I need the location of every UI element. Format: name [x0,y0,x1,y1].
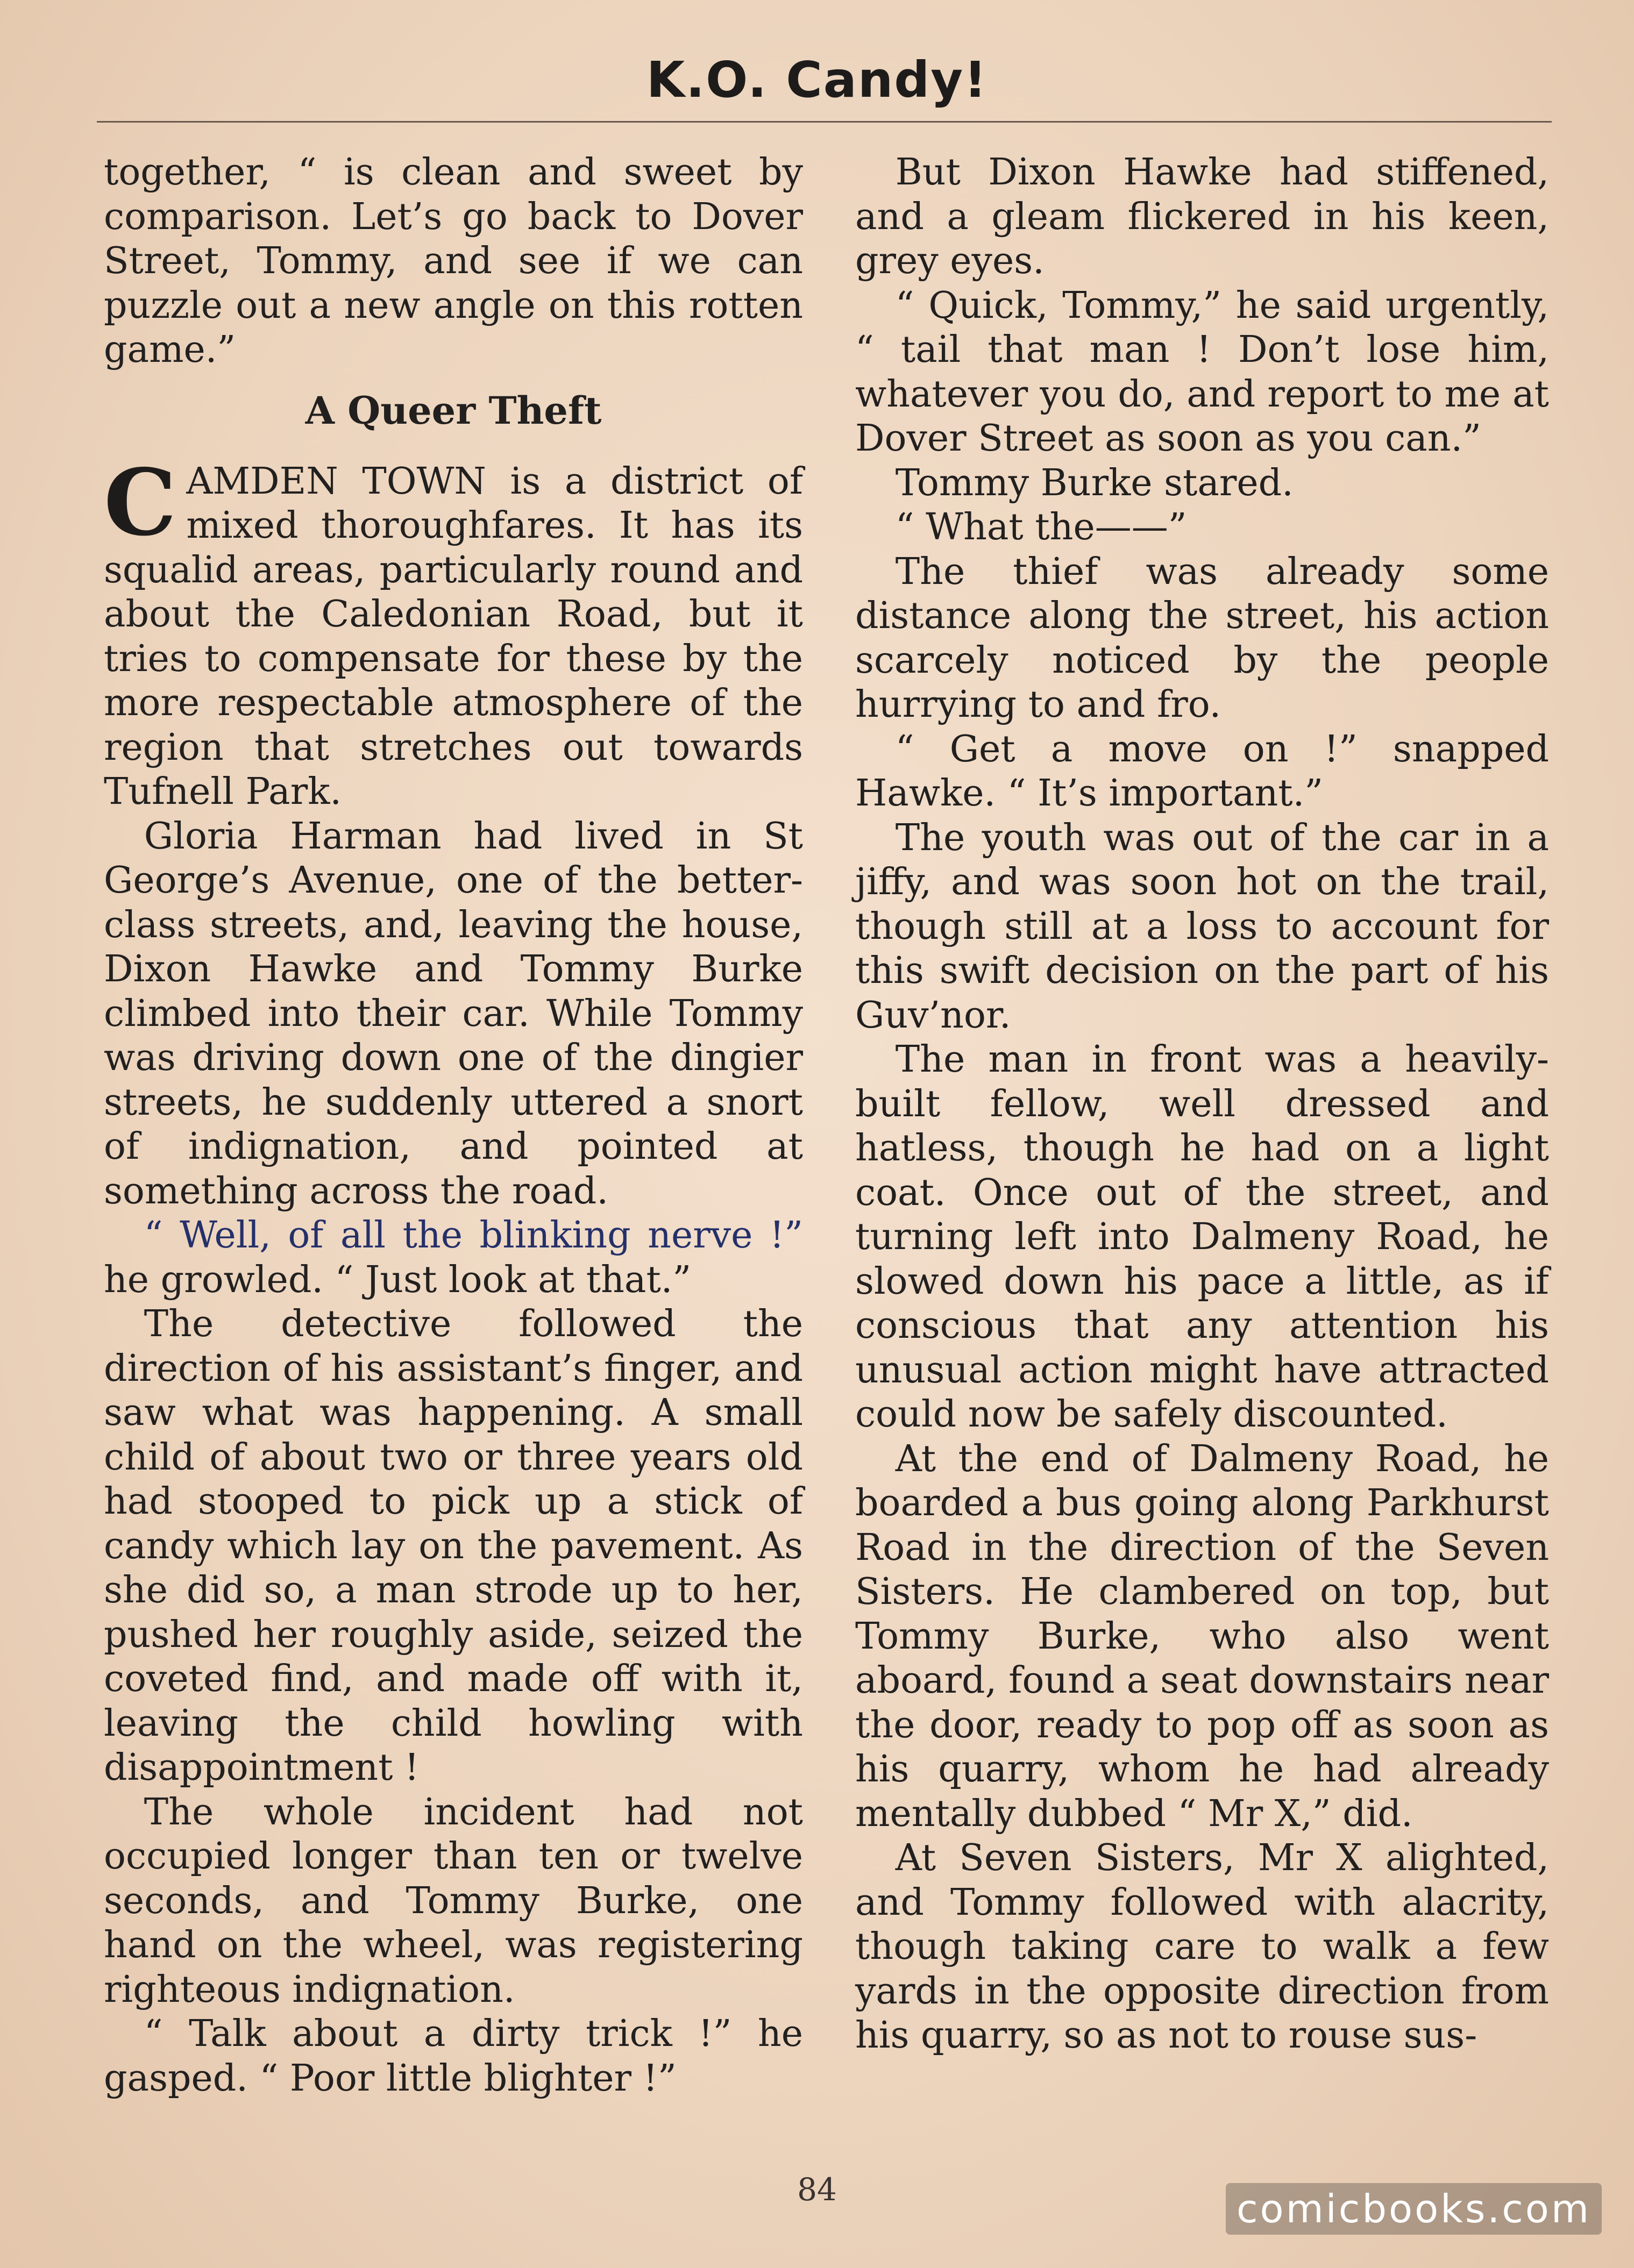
drop-cap: C [104,448,177,557]
quote-continuation: he growled. “ Just look at that.” [104,1258,692,1301]
left-paragraph-1: together, “ is clean and sweet by comparison. Let’s go back to Dover Street, Tommy, and see if we can puzzle out a new angle on this rotten game.” [104,151,803,371]
page-number: 84 [797,2171,837,2208]
right-paragraph-8: The man in front was a heavily-built fellow, well dressed and hatless, though he had on a light coat. Once out of the street, and turning left into Dalmeny Road, he slowed down his pace a little, as if conscious that any attention his unusual action might have attracted could now be safely discounted. [855,1038,1549,1436]
right-column [855,151,1549,2058]
section-heading: A Queer Theft [305,388,602,433]
left-paragraph-6: The whole incident had not occupied longer than ten or twelve seconds, and Tommy Burke, one hand on the wheel, was registering righteous indignation. [104,1791,803,2011]
left-column [104,151,803,2101]
right-paragraph-3: Tommy Burke stared. [895,461,1294,504]
left-paragraph-5: The detective followed the direction of his assistant’s finger, and saw what was happening. A small child of about two or three years old had stooped to pick up a stick of candy which lay on the pavement. As she did so, a man strode up to her, pushed her roughly aside, seized the coveted find, and made off with it, leaving the child howling with disappointment ! [104,1303,803,1789]
quote-blue-text: “ Well, of all the blinking nerve !” [144,1214,803,1257]
right-paragraph-5: The thief was already some distance along the street, his action scarcely noticed by the people hurrying to and fro. [855,550,1549,726]
right-paragraph-1: But Dixon Hawke had stiffened, and a gleam flickered in his keen, grey eyes. [855,151,1549,282]
right-paragraph-6: “ Get a move on !” snapped Hawke. “ It’s important.” [855,728,1549,815]
page-title: K.O. Candy! [646,51,988,109]
title-divider [97,121,1552,123]
dropcap-paragraph-text: AMDEN TOWN is a district of mixed thoroughfares. It has its squalid areas, particularly round and about the Caledonian Road, but it tries to compensate for these by the more respectable atmosphere of the region that stretches out towards Tufnell Park. [104,460,803,813]
left-paragraph-7: “ Talk about a dirty trick !” he gasped. “ Poor little blighter !” [104,2013,803,2100]
right-paragraph-4: “ What the——” [895,506,1187,548]
left-paragraph-3: Gloria Harman had lived in St George’s Avenue, one of the better-class streets, and, leaving the house, Dixon Hawke and Tommy Burke climbed into their car. While Tommy was driving down one of the dingier streets, he suddenly uttered a snort of indignation, and pointed at something across the road. [104,815,803,1213]
right-paragraph-7: The youth was out of the car in a jiffy, and was soon hot on the trail, though still at a loss to account for this swift decision on the part of his Guv’nor. [855,816,1549,1037]
right-paragraph-9: At the end of Dalmeny Road, he boarded a bus going along Parkhurst Road in the direction of the Seven Sisters. He clambered on top, but Tommy Burke, who also went aboard, found a seat downstairs near the door, ready to pop off as soon as his quarry, whom he had already mentally dubbed “ Mr X,” did. [855,1437,1549,1835]
right-paragraph-10: At Seven Sisters, Mr X alighted, and Tommy followed with alacrity, though taking care to walk a few yards in the opposite direction from his quarry, so as not to rouse sus- [855,1837,1549,2057]
right-paragraph-2: “ Quick, Tommy,” he said urgently, “ tail that man ! Don’t lose him, whatever you do, and report to me at Dover Street as soon as you can.” [855,284,1549,460]
watermark: comicbooks.com [1226,2183,1602,2235]
left-paragraph-4 [104,1214,803,1302]
left-paragraph-dropcap [104,448,803,815]
